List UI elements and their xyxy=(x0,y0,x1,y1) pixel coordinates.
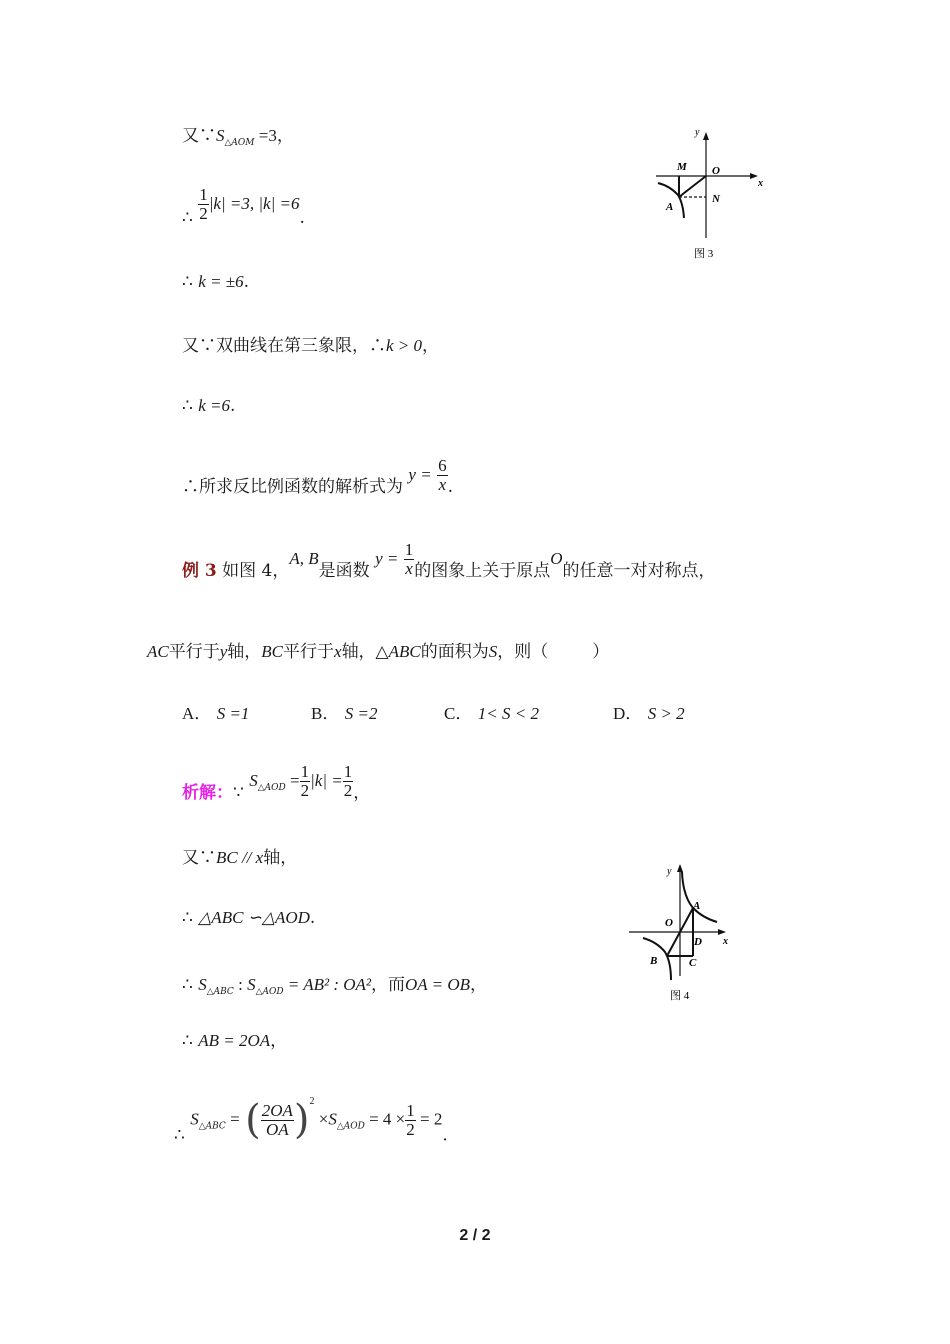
math-expr: = 2 xyxy=(415,1109,443,1129)
math-expr: = xyxy=(285,770,300,790)
label-A: A xyxy=(666,201,674,213)
label-x: x xyxy=(723,936,728,947)
label-x: x xyxy=(758,178,763,189)
fraction xyxy=(437,457,448,494)
text: ∴所求反比例函数的解析式为 xyxy=(182,476,403,497)
text: 又∵ xyxy=(182,848,216,868)
math-expr: k > 0 xyxy=(386,336,423,355)
math-expr: △ABC ∽△AOD xyxy=(198,908,310,927)
text: 轴， xyxy=(227,642,262,662)
option-label: D． xyxy=(613,704,643,723)
text: 的面积为 xyxy=(420,642,489,662)
text: ， xyxy=(353,782,371,803)
option-label: C． xyxy=(444,704,473,723)
therefore-symbol: ∴ xyxy=(182,1031,193,1051)
example-label: 例 3 xyxy=(182,560,217,581)
math-S: S xyxy=(198,975,207,994)
math-expr: k = ±6 xyxy=(198,272,244,291)
math-S: S xyxy=(488,642,498,661)
line-1 xyxy=(182,126,294,149)
denominator: 2 xyxy=(343,780,353,800)
math-expr: k =6 xyxy=(198,396,231,415)
fraction xyxy=(198,186,209,223)
solution-label: 析解： xyxy=(182,782,233,803)
text: ， xyxy=(276,126,294,146)
math-ABC: ABC xyxy=(388,642,421,661)
line-15 xyxy=(174,1096,448,1146)
denominator: 2 xyxy=(199,203,208,223)
y-axis-arrow xyxy=(677,864,683,872)
math-expr: OA = OB xyxy=(405,975,471,994)
line-3 xyxy=(182,272,249,292)
therefore-symbol: ∴ xyxy=(182,207,193,228)
figure-caption: 图 4 xyxy=(670,990,690,1002)
label-O: O xyxy=(665,917,673,929)
text: 是函数 xyxy=(318,560,370,581)
subscript: △ABC xyxy=(198,1121,226,1132)
option-a[interactable] xyxy=(182,704,249,724)
fraction xyxy=(405,1102,416,1139)
option-label: B． xyxy=(311,704,340,723)
text: . xyxy=(447,476,453,497)
numerator: 6 xyxy=(438,456,447,475)
text: . xyxy=(243,272,249,292)
math-O: O xyxy=(550,548,563,568)
math-expr: |k| =3, |k| =6 xyxy=(208,193,300,213)
line-11 xyxy=(182,848,297,868)
fraction xyxy=(261,1102,294,1139)
line-6 xyxy=(182,457,453,497)
text: 的图象上关于原点 xyxy=(414,560,551,581)
label-O: O xyxy=(712,165,720,177)
math-expr: = AB² : OA² xyxy=(283,975,372,994)
numerator: 1 xyxy=(343,762,353,781)
math-expr: S =1 xyxy=(216,704,250,723)
label-A: A xyxy=(693,900,701,912)
math-BC: BC xyxy=(261,642,284,661)
text: ，而 xyxy=(371,975,406,995)
line-4 xyxy=(182,336,439,356)
exponent: 2 xyxy=(309,1096,315,1107)
label-B: B xyxy=(650,955,658,967)
subscript: △AOD xyxy=(336,1121,365,1132)
figure-3 xyxy=(650,120,780,269)
math-x: x xyxy=(334,642,342,661)
math-expr: AB = 2OA xyxy=(198,1031,271,1050)
figure-3-diagram xyxy=(650,120,780,265)
fraction xyxy=(343,763,354,800)
therefore-symbol: ∴ xyxy=(182,272,193,292)
math-expr: 1< S < 2 xyxy=(477,704,539,723)
x-axis-arrow xyxy=(718,929,726,935)
math-expr: BC // x xyxy=(216,848,264,867)
option-d[interactable] xyxy=(613,704,685,724)
text: ， xyxy=(270,1031,288,1051)
subscript: △AOD xyxy=(257,782,286,793)
text: 的任意一对对称点， xyxy=(562,560,716,581)
label-y: y xyxy=(667,866,672,877)
paren-fraction: ( $\frac{2OA}{OA}$ )$^2$ xyxy=(245,1096,315,1143)
page-number: 2 / 2 xyxy=(459,1227,491,1244)
x-axis-arrow xyxy=(750,173,758,179)
option-c[interactable] xyxy=(444,704,539,724)
line-13 xyxy=(182,975,487,998)
segment-AO xyxy=(679,176,706,197)
math-S: S xyxy=(190,1109,199,1129)
math-expr: =3 xyxy=(254,126,277,145)
denominator: OA xyxy=(265,1119,289,1139)
math-expr: × xyxy=(314,1109,329,1129)
denominator: x xyxy=(438,474,447,494)
example-3-line xyxy=(182,541,716,581)
numerator: 1 xyxy=(404,540,414,559)
math-S: S xyxy=(249,770,258,790)
subscript: △AOD xyxy=(255,987,284,997)
option-label: A． xyxy=(182,704,212,723)
therefore-symbol: ∴ xyxy=(182,908,193,928)
label-D: D xyxy=(694,936,702,948)
numerator: 2OA xyxy=(261,1100,293,1120)
math-y: y xyxy=(219,642,228,661)
text: 又∵ xyxy=(182,126,216,146)
line-8 xyxy=(147,642,609,662)
solution-line xyxy=(182,763,370,803)
text: . xyxy=(442,1125,448,1146)
math-expr: = xyxy=(225,1109,240,1129)
math-S: S xyxy=(216,126,225,145)
text: . xyxy=(230,396,236,416)
fraction xyxy=(404,541,415,578)
math-points: A, B xyxy=(289,548,319,568)
text: 轴，△ xyxy=(341,642,389,662)
label-C: C xyxy=(689,957,697,969)
hyperbola-branch-1 xyxy=(682,872,717,922)
math-S: S xyxy=(328,1109,337,1129)
therefore-symbol: ∴ xyxy=(182,975,193,995)
denominator: 2 xyxy=(300,780,310,800)
option-b[interactable] xyxy=(311,704,377,724)
therefore-symbol: ∴ xyxy=(182,396,193,416)
label-N: N xyxy=(712,193,720,205)
line-14 xyxy=(182,1031,287,1051)
denominator: 2 xyxy=(406,1119,415,1139)
fraction xyxy=(300,763,311,800)
text: . xyxy=(309,908,316,928)
line-12 xyxy=(182,908,315,928)
therefore-symbol: ∴ xyxy=(174,1125,185,1146)
label-M: M xyxy=(677,161,687,173)
because-symbol: ∵ xyxy=(233,782,244,803)
figure-4-diagram xyxy=(625,858,740,1008)
math-expr: S =2 xyxy=(344,704,378,723)
text: ） xyxy=(592,642,610,662)
text: 平行于 xyxy=(283,642,335,662)
math-y: y = xyxy=(408,464,432,484)
line-2 xyxy=(182,186,305,228)
numerator: 1 xyxy=(406,1100,415,1120)
text: 如图 4， xyxy=(216,560,290,581)
subscript: △AOM xyxy=(224,138,255,148)
numerator: 1 xyxy=(199,185,208,204)
math-expr: = 4 × xyxy=(364,1109,406,1129)
math-expr: : xyxy=(233,975,248,994)
figure-caption: 图 3 xyxy=(694,248,714,260)
text: 又∵双曲线在第三象限，∴ xyxy=(182,336,386,356)
math-expr: |k| = xyxy=(310,770,343,790)
text: ，则（ xyxy=(497,642,549,662)
text: 轴， xyxy=(263,848,298,868)
text: 平行于 xyxy=(168,642,220,662)
text: ， xyxy=(422,336,440,356)
text: . xyxy=(299,207,305,228)
math-AC: AC xyxy=(147,642,169,661)
y-axis-arrow xyxy=(703,132,709,140)
numerator: 1 xyxy=(300,762,310,781)
label-y: y xyxy=(695,127,700,138)
math-y: y = xyxy=(375,548,399,568)
text: ， xyxy=(470,975,488,995)
subscript: △ABC xyxy=(206,987,234,997)
denominator: x xyxy=(405,558,413,578)
line-5 xyxy=(182,396,235,416)
figure-4 xyxy=(625,858,740,1012)
math-expr: S > 2 xyxy=(647,704,685,723)
math-S: S xyxy=(247,975,256,994)
